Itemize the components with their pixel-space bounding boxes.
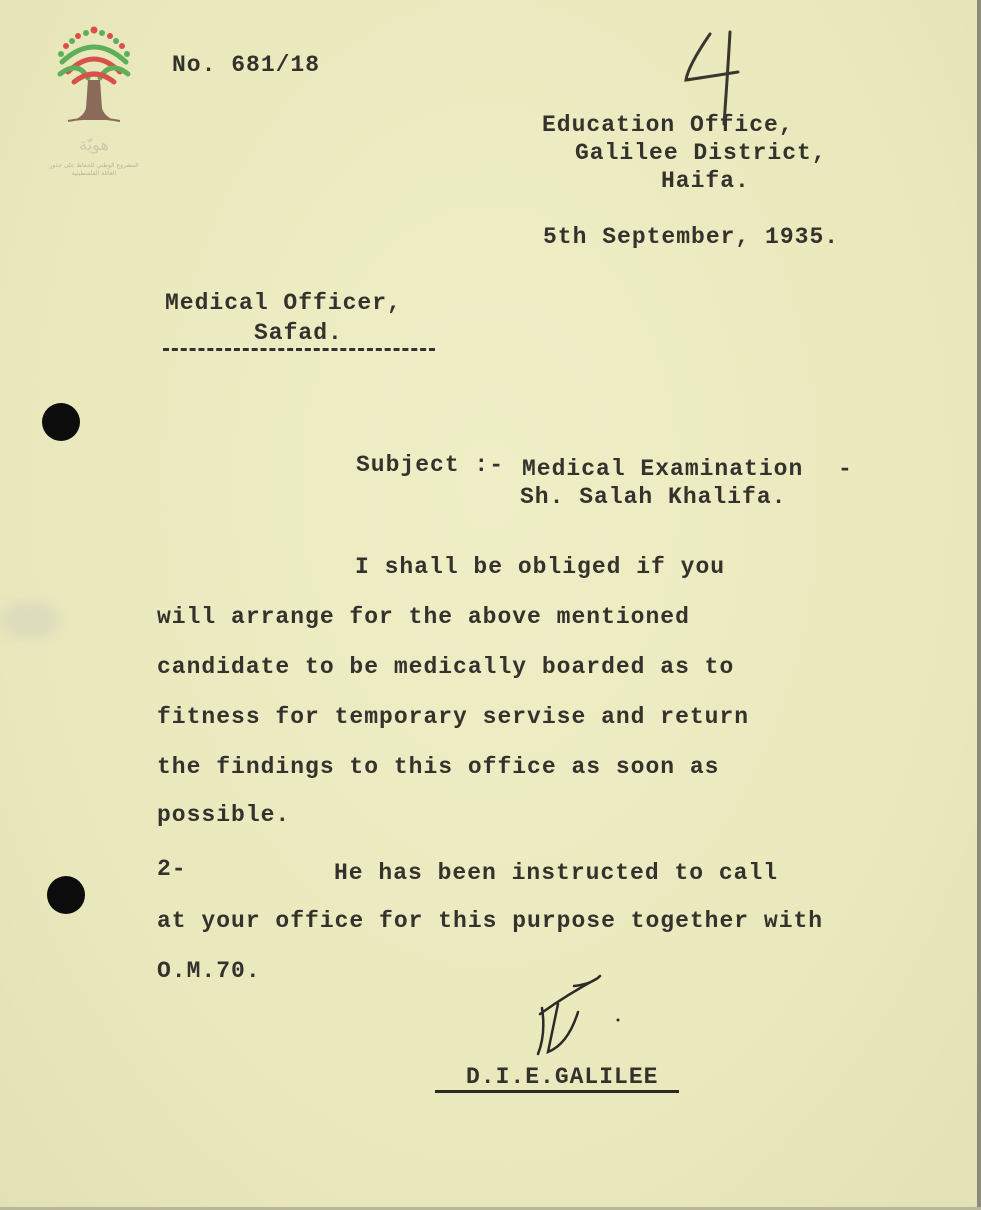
body-line: possible. — [157, 802, 291, 828]
logo-caption: المشروع الوطني للحفاظ على جذور العائلة الفلسطينية — [49, 162, 139, 177]
subject-dash: - — [838, 456, 853, 482]
scan-edge-right — [977, 0, 981, 1210]
sender-line-2: Galilee District, — [575, 140, 827, 166]
recipient-dashed-rule — [163, 348, 435, 351]
punch-hole-top — [42, 403, 80, 441]
sender-line-1: Education Office, — [542, 112, 794, 138]
punch-hole-bottom — [47, 876, 85, 914]
recipient-line-1: Medical Officer, — [165, 290, 402, 316]
paper-stain — [0, 600, 60, 640]
paragraph-number: 2- — [157, 856, 187, 882]
body-line: at your office for this purpose together with — [157, 908, 824, 934]
subject-line-1: Medical Examination — [522, 456, 804, 482]
body-line: candidate to be medically boarded as to — [157, 654, 735, 680]
body-line: O.M.70. — [157, 958, 261, 984]
body-line: He has been instructed to call — [334, 860, 779, 886]
handwritten-signature-icon — [528, 974, 628, 1064]
subject-line-2: Sh. Salah Khalifa. — [520, 484, 787, 510]
sender-line-3: Haifa. — [661, 168, 750, 194]
subject-label: Subject :- — [356, 452, 505, 478]
reference-number: No. 681/18 — [172, 52, 321, 78]
letter-date: 5th September, 1935. — [543, 224, 840, 250]
body-line: I shall be obliged if you — [355, 554, 726, 580]
recipient-line-2: Safad. — [254, 320, 343, 346]
signature-title: D.I.E.GALILEE — [466, 1064, 659, 1090]
svg-text:4: 4 — [680, 28, 681, 29]
signature-underline — [435, 1090, 679, 1093]
body-line: will arrange for the above mentioned — [157, 604, 690, 630]
body-line: the findings to this office as soon as — [157, 754, 720, 780]
logo-wordmark: هويّة — [79, 135, 109, 154]
body-line: fitness for temporary servise and return — [157, 704, 750, 730]
